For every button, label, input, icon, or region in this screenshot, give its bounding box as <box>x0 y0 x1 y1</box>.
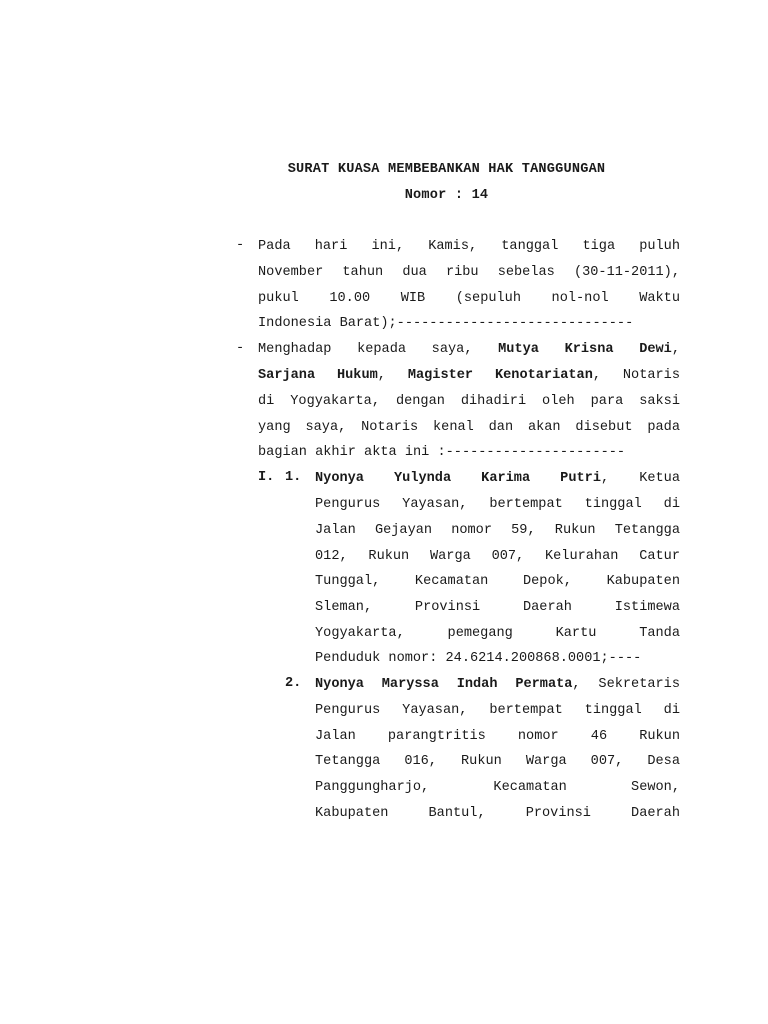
bullet-dash: - <box>236 238 245 253</box>
item-text: , Ketua <box>600 471 680 486</box>
item-line: Penduduk nomor: 24.6214.200868.0001;---- <box>315 651 642 666</box>
paragraph-line: bagian akhir akta ini :---------------------- <box>258 445 626 460</box>
paragraph-text: , <box>377 368 408 383</box>
paragraph-line <box>258 367 680 385</box>
item-line <box>315 676 680 694</box>
paragraph-line: di Yogyakarta, dengan dihadiri oleh para saksi <box>258 394 680 409</box>
paragraph-text: , <box>671 342 680 357</box>
item-number: 2. <box>285 676 302 691</box>
item-line: Sleman, Provinsi Daerah Istimewa <box>315 600 680 615</box>
notary-degree: Magister Kenotariatan <box>407 368 593 383</box>
item-text: , Sekretaris <box>572 677 680 692</box>
paragraph-text: Menghadap kepada saya, <box>258 342 499 357</box>
item-line: Jalan Gejayan nomor 59, Rukun Tetangga <box>315 523 680 538</box>
notary-degree: Sarjana Hukum <box>258 368 378 383</box>
item-line: Pengurus Yayasan, bertempat tinggal di <box>315 497 680 512</box>
document-number: Nomor : 14 <box>404 188 489 203</box>
item-line: Jalan parangtritis nomor 46 Rukun <box>315 729 680 744</box>
person-name: Nyonya Yulynda Karima Putri <box>315 471 601 486</box>
roman-numeral: I. <box>258 470 275 485</box>
paragraph-line: pukul 10.00 WIB (sepuluh nol-nol Waktu <box>258 291 680 306</box>
item-line: Pengurus Yayasan, bertempat tinggal di <box>315 703 680 718</box>
notary-name: Mutya Krisna Dewi <box>498 342 672 357</box>
item-line: Panggungharjo, Kecamatan Sewon, <box>315 780 680 795</box>
paragraph-line <box>258 341 680 359</box>
item-line <box>315 470 680 488</box>
paragraph-text: , Notaris <box>592 368 680 383</box>
bullet-dash: - <box>236 341 245 356</box>
item-line: Tunggal, Kecamatan Depok, Kabupaten <box>315 574 680 589</box>
document-title: SURAT KUASA MEMBEBANKAN HAK TANGGUNGAN <box>287 162 606 177</box>
item-line: Yogyakarta, pemegang Kartu Tanda <box>315 626 680 641</box>
item-number: 1. <box>285 470 302 485</box>
item-line: 012, Rukun Warga 007, Kelurahan Catur <box>315 549 680 564</box>
item-line: Tetangga 016, Rukun Warga 007, Desa <box>315 754 680 769</box>
person-name: Nyonya Maryssa Indah Permata <box>315 677 573 692</box>
item-line: Kabupaten Bantul, Provinsi Daerah <box>315 806 680 821</box>
paragraph-line: Indonesia Barat);----------------------------- <box>258 316 634 331</box>
paragraph-line: Pada hari ini, Kamis, tanggal tiga puluh <box>258 239 680 254</box>
paragraph-line: yang saya, Notaris kenal dan akan disebut pada <box>258 420 680 435</box>
paragraph-line: November tahun dua ribu sebelas (30-11-2011), <box>258 265 680 280</box>
